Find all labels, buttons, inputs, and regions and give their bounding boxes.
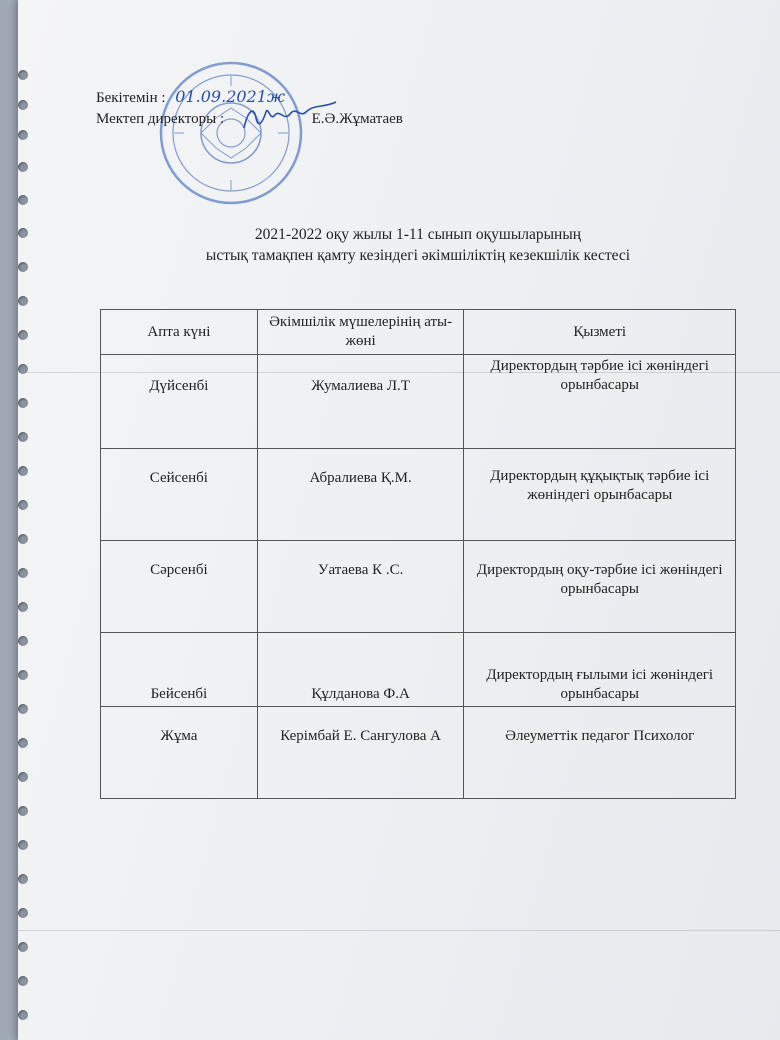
binder-holes (18, 0, 48, 1040)
cell-role: Директордың оқу-тәрбие ісі жөніндегі орынбасары (464, 541, 736, 633)
cell-day: Жұма (101, 707, 258, 799)
cell-name: Құлданова Ф.А (257, 633, 464, 707)
cell-role: Директордың құқықтық тәрбие ісі жөніндегі орынбасары (464, 449, 736, 541)
cell-day: Сейсенбі (101, 449, 258, 541)
table-row (101, 633, 736, 707)
cell-role: Директордың тәрбие ісі жөніндегі орынбасары (464, 355, 736, 449)
header-name: Әкімшілік мүшелерінің аты-жөні (257, 310, 464, 355)
cell-role: Әлеуметтік педагог Психолог (464, 707, 736, 799)
duty-schedule-table (100, 309, 736, 799)
title-line-2: ыстық тамақпен қамту кезіндегі әкімшіліктің кезекшілік кестесі (205, 247, 631, 264)
cell-day: Бейсенбі (101, 633, 258, 707)
table-row (101, 707, 736, 799)
cell-name: Абралиева Қ.М. (257, 449, 464, 541)
document-title (98, 224, 738, 266)
approve-label: Бекітемін : (96, 90, 166, 106)
paper-fold (18, 930, 780, 931)
title-line-1: 2021-2022 оқу жылы 1-11 сынып оқушыларының (254, 226, 582, 243)
table-header-row (101, 310, 736, 355)
cell-day: Сәрсенбі (101, 541, 258, 633)
director-name: Е.Ә.Жұматаев (311, 111, 403, 127)
header-day: Апта күні (101, 310, 258, 355)
table-row (101, 449, 736, 541)
header-role: Қызметі (464, 310, 736, 355)
table-row (101, 355, 736, 449)
director-label: Мектеп директоры : (96, 111, 225, 127)
cell-name: Уатаева К .С. (257, 541, 464, 633)
table-row (101, 541, 736, 633)
document-page (18, 0, 780, 1040)
cell-name: Керімбай Е. Сангулова А (257, 707, 464, 799)
cell-day: Дүйсенбі (101, 355, 258, 449)
approve-date: 01.09.2021ж (175, 87, 286, 106)
cell-name: Жумалиева Л.Т (257, 355, 464, 449)
handwritten-signature (240, 98, 340, 134)
cell-role: Директордың ғылыми ісі жөніндегі орынбасары (464, 633, 736, 707)
